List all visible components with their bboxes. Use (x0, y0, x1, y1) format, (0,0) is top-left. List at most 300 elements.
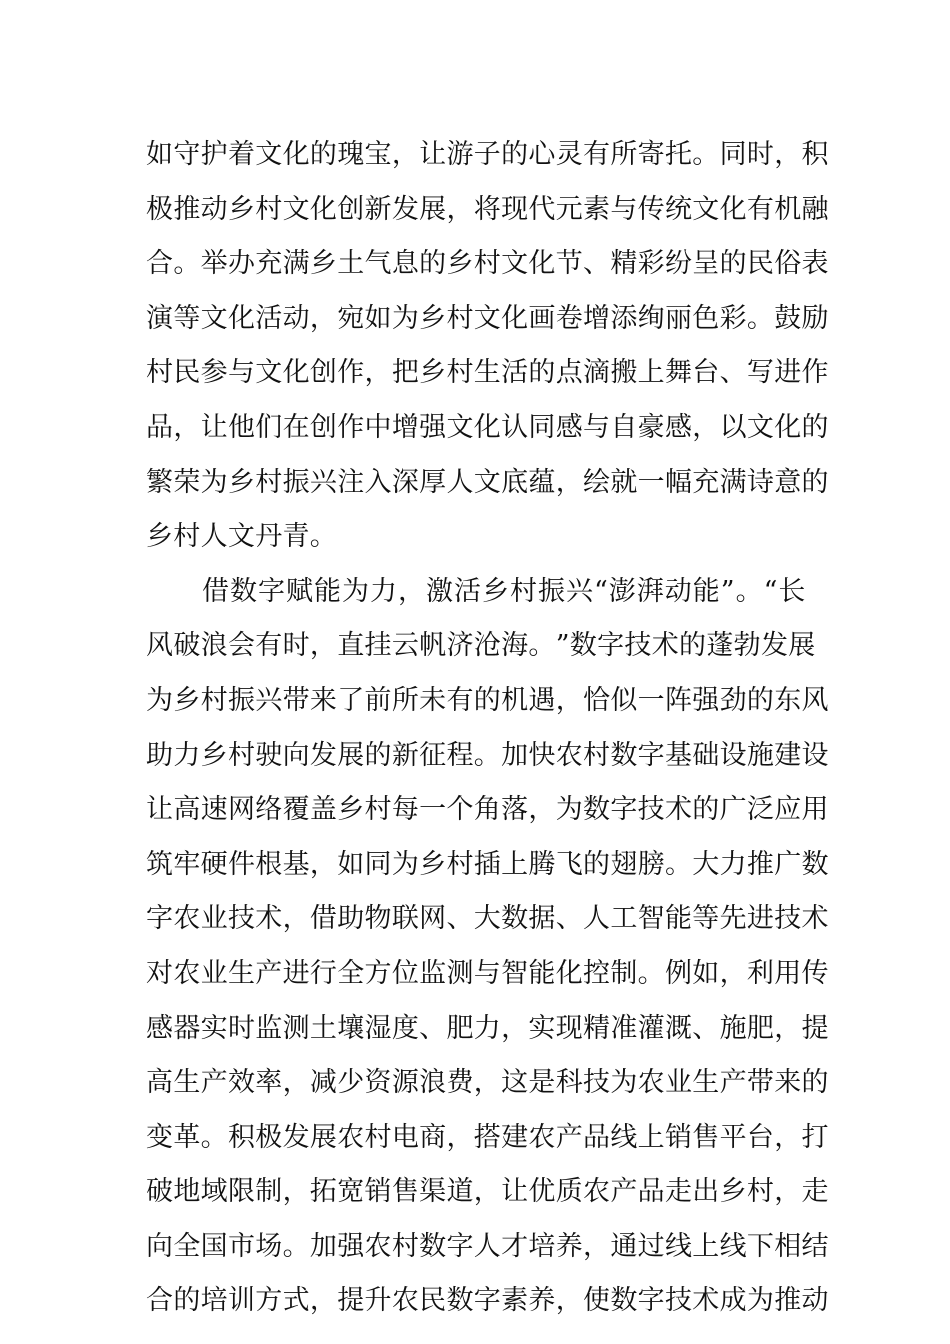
text-char: 破 (146, 1176, 174, 1208)
text-char: 度 (391, 1012, 420, 1044)
text-char: 测 (282, 1012, 310, 1044)
text-char: 牢 (173, 848, 201, 880)
text-char: 传 (637, 193, 665, 225)
text-char: 把 (391, 357, 420, 389)
text-char: 创 (337, 193, 365, 225)
text-char: 溉 (664, 1012, 693, 1044)
text-char: 数 (446, 1285, 474, 1317)
text-char: 入 (364, 466, 392, 498)
text-char: ， (719, 957, 747, 989)
text-char: 土 (337, 248, 365, 280)
text-char: 的 (692, 794, 720, 826)
text-char: 将 (473, 193, 502, 225)
text-char: 力 (473, 1012, 502, 1044)
text-char: 有 (446, 684, 474, 716)
text-char: 村 (255, 466, 283, 498)
text-char: 以 (719, 411, 747, 443)
text-char: 绚 (637, 302, 665, 334)
text-char: 活 (501, 357, 529, 389)
text-char: 振 (282, 466, 310, 498)
text-char: 同 (364, 848, 392, 880)
text-char: 出 (692, 1176, 720, 1208)
text-char: 数 (583, 794, 611, 826)
text-line (146, 401, 829, 456)
text-char: 同 (719, 139, 747, 170)
text-char: 数 (419, 1230, 447, 1262)
text-char: 素 (501, 1285, 529, 1317)
text-char: 沧 (473, 630, 502, 662)
text-char: 如 (364, 302, 392, 334)
text-char: ， (555, 466, 583, 498)
text-char: 产 (555, 1121, 583, 1153)
text-char: 率 (255, 1067, 283, 1099)
text-char: 动 (664, 575, 693, 607)
text-char: 发 (760, 630, 789, 662)
text-char: 进 (774, 357, 802, 389)
text-char: 产 (719, 1067, 747, 1099)
text-char: ， (309, 1285, 338, 1317)
text-char: 国 (200, 1230, 228, 1262)
text-char: 。 (473, 739, 502, 771)
text-char: 培 (528, 1230, 556, 1262)
text-char: 。 (746, 302, 775, 334)
text-char: 市 (227, 1230, 256, 1262)
text-char: 有 (583, 139, 611, 170)
text-char: 等 (692, 903, 720, 935)
text-char: 兴 (566, 575, 594, 607)
text-char: 商 (419, 1121, 447, 1153)
text-char: ， (774, 139, 802, 170)
text-char: 字 (446, 1230, 474, 1262)
text-char: 心 (528, 139, 556, 170)
text-char: 积 (801, 139, 829, 170)
text-char: 的 (719, 248, 747, 280)
text-char: 融 (801, 193, 829, 225)
document-body (146, 128, 829, 1329)
text-char: 革 (173, 1121, 201, 1153)
text-char: 过 (637, 1230, 665, 1262)
text-char: 走 (664, 1176, 693, 1208)
text-char: ， (692, 411, 720, 443)
text-char: 。 (173, 248, 201, 280)
text-char: 全 (173, 1230, 201, 1262)
text-char: 彩 (637, 248, 665, 280)
text-char: 文 (282, 193, 310, 225)
text-char: ， (473, 1176, 502, 1208)
text-char: 作 (801, 357, 829, 389)
text-char: 兴 (255, 684, 283, 716)
text-char: 施 (746, 739, 775, 771)
text-char: 生 (227, 957, 256, 989)
text-char: 进 (282, 957, 310, 989)
text-line (146, 346, 829, 401)
text-char: 通 (610, 1230, 638, 1262)
text-char: 感 (146, 1012, 174, 1044)
text-char: 注 (337, 466, 365, 498)
text-char: 翅 (610, 848, 638, 880)
text-char: 设 (801, 739, 829, 771)
text-char: 助 (337, 903, 365, 935)
text-char: 发 (282, 1121, 310, 1153)
text-char: 挂 (364, 630, 392, 662)
text-char: 助 (146, 739, 174, 771)
text-char: 高 (146, 1067, 174, 1099)
text-char: 着 (227, 139, 256, 170)
text-char: 机 (501, 684, 529, 716)
text-char: 费 (446, 1067, 474, 1099)
text-char: 激 (426, 575, 454, 607)
text-char: 厚 (419, 466, 447, 498)
paragraph-digital (146, 565, 829, 1329)
text-char: 为 (200, 466, 228, 498)
text-char: 强 (692, 684, 720, 716)
text-char: 售 (692, 1121, 720, 1153)
text-char: 时 (227, 1012, 256, 1044)
text-line (146, 838, 829, 893)
text-char: 气 (364, 248, 392, 280)
text-char: 筑 (146, 848, 174, 880)
text-char: ， (282, 1067, 310, 1099)
text-char: “ (763, 575, 778, 607)
text-char: 数 (501, 903, 529, 935)
text-char: 乡 (482, 575, 510, 607)
text-char: 极 (255, 1121, 283, 1153)
text-char: 肥 (746, 1012, 775, 1044)
text-char: 为 (610, 1067, 638, 1099)
text-char: 蓬 (706, 630, 734, 662)
text-char: 参 (200, 357, 228, 389)
text-char: 文 (446, 411, 474, 443)
text-char: 壤 (337, 1012, 365, 1044)
text-char: 升 (364, 1285, 392, 1317)
text-char: 监 (419, 957, 447, 989)
text-char: 绘 (583, 466, 611, 498)
text-char: 乡 (419, 848, 447, 880)
text-char: 是 (528, 1067, 556, 1099)
text-char: 线 (719, 1230, 747, 1262)
text-char: 品 (146, 411, 174, 443)
text-char: 硬 (200, 848, 228, 880)
text-char: 、 (583, 248, 611, 280)
text-line (146, 1111, 829, 1166)
text-char: 数 (610, 739, 638, 771)
text-line (146, 1274, 829, 1329)
text-char: 为 (146, 684, 174, 716)
text-char: 对 (146, 957, 174, 989)
text-line (146, 1165, 829, 1220)
text-char: 劲 (719, 684, 747, 716)
text-char: 向 (282, 739, 310, 771)
text-char: 村 (200, 684, 228, 716)
text-char: 动 (282, 302, 310, 334)
text-char: 广 (774, 848, 802, 880)
text-char: 用 (801, 794, 829, 826)
text-char: 、 (446, 903, 474, 935)
text-char: 们 (255, 411, 283, 443)
text-char: 的 (801, 1067, 829, 1099)
text-char: 实 (200, 1012, 228, 1044)
text-char: 乡 (446, 248, 474, 280)
text-char: 智 (501, 957, 529, 989)
text-char: 展 (309, 1121, 338, 1153)
text-char: 来 (774, 1067, 802, 1099)
text-char: 村 (446, 848, 474, 880)
text-char: 励 (801, 302, 829, 334)
text-char: 产 (610, 1176, 638, 1208)
text-char: 新 (391, 739, 420, 771)
text-char: 搬 (610, 357, 638, 389)
text-char: 个 (446, 794, 474, 826)
text-char: 减 (309, 1067, 338, 1099)
text-char: 与 (610, 193, 638, 225)
text-char: 数 (610, 1285, 638, 1317)
text-char: 新 (364, 193, 392, 225)
text-char: 线 (664, 1230, 693, 1262)
text-char: 走 (801, 1176, 829, 1208)
text-char: 演 (146, 302, 174, 334)
text-char: 征 (419, 739, 447, 771)
text-char: 充 (692, 466, 720, 498)
text-char: 乡 (309, 248, 338, 280)
text-char: 技 (664, 1285, 693, 1317)
text-char: 农 (364, 1230, 392, 1262)
text-char: ， (473, 1067, 502, 1099)
text-char: 彩 (719, 302, 747, 334)
text-char: 画 (528, 302, 556, 334)
text-char: “ (594, 575, 609, 607)
text-char: 灌 (637, 1012, 665, 1044)
text-char: 优 (528, 1176, 556, 1208)
text-char: 作 (337, 357, 365, 389)
text-char: 借 (202, 575, 230, 607)
text-char: 风 (146, 630, 174, 662)
text-char: 销 (664, 1121, 693, 1153)
text-char: 云 (391, 630, 420, 662)
text-char: 络 (255, 794, 283, 826)
text-char: 未 (419, 684, 447, 716)
text-char: 高 (173, 794, 201, 826)
text-char: 农 (173, 903, 201, 935)
text-char: 利 (746, 957, 775, 989)
text-char: 村 (746, 1176, 775, 1208)
text-char: 字 (637, 1285, 665, 1317)
text-line (146, 729, 829, 784)
text-char: 文 (692, 193, 720, 225)
text-char: 的 (801, 411, 829, 443)
text-char: 字 (610, 794, 638, 826)
text-char: 与 (473, 957, 502, 989)
text-char: 化 (719, 193, 747, 225)
text-char: 丽 (664, 302, 693, 334)
text-char: ” (720, 575, 735, 607)
text-char: 例 (664, 957, 693, 989)
text-char: 的 (419, 248, 447, 280)
text-char: ， (309, 630, 338, 662)
text-char: 自 (610, 411, 638, 443)
text-char: 卷 (555, 302, 583, 334)
text-char: 村 (510, 575, 538, 607)
text-char: 如 (692, 957, 720, 989)
text-char: ， (398, 575, 426, 607)
text-char: 制 (255, 1176, 283, 1208)
text-char: 人 (446, 466, 474, 498)
text-char: 打 (801, 1121, 829, 1153)
text-char: 带 (282, 684, 310, 716)
text-char: 乡 (227, 466, 256, 498)
text-char: 守 (173, 139, 201, 170)
text-char: 进 (746, 903, 775, 935)
text-char: 。 (664, 848, 693, 880)
text-char: 表 (801, 248, 829, 280)
text-char: 这 (501, 1067, 529, 1099)
text-char: 有 (255, 630, 283, 662)
text-line (146, 183, 829, 238)
text-char: 让 (146, 794, 174, 826)
text-char: 测 (446, 957, 474, 989)
text-char: 的 (473, 684, 502, 716)
text-char: 湿 (364, 1012, 392, 1044)
text-char: 一 (637, 466, 665, 498)
text-char: 有 (746, 193, 775, 225)
text-char: 产 (255, 957, 283, 989)
text-char: 域 (200, 1176, 228, 1208)
text-char: 中 (364, 411, 392, 443)
text-char: 合 (146, 1285, 174, 1317)
text-char: 与 (227, 357, 256, 389)
text-char: 上 (637, 1121, 665, 1153)
text-char: 效 (227, 1067, 256, 1099)
text-char: 寄 (637, 139, 665, 170)
text-char: 展 (788, 630, 816, 662)
text-char: 点 (555, 357, 583, 389)
text-char: 举 (200, 248, 228, 280)
text-char: 的 (309, 139, 338, 170)
text-char: 土 (309, 1012, 338, 1044)
text-char: 渠 (419, 1176, 447, 1208)
text-char: 术 (651, 630, 680, 662)
text-char: 线 (610, 1121, 638, 1153)
text-char: 乡 (173, 684, 201, 716)
text-char: 息 (391, 248, 420, 280)
text-char: 业 (200, 903, 228, 935)
text-char: 品 (637, 1176, 665, 1208)
text-char: 豪 (637, 411, 665, 443)
text-char: 带 (746, 1067, 775, 1099)
text-char: 直 (337, 630, 365, 662)
text-char: 时 (282, 630, 310, 662)
text-char: 。 (200, 1121, 228, 1153)
text-char: 蕴 (528, 466, 556, 498)
text-char: 字 (146, 903, 174, 935)
text-char: 据 (528, 903, 556, 935)
text-char: 农 (528, 1121, 556, 1153)
text-char: 力 (173, 739, 201, 771)
text-char: 一 (637, 684, 665, 716)
text-char: 繁 (146, 466, 174, 498)
text-char: 帆 (419, 630, 447, 662)
text-char: 强 (337, 1230, 365, 1262)
text-char: 长 (778, 575, 806, 607)
text-char: 乡 (227, 193, 256, 225)
text-char: 销 (364, 1176, 392, 1208)
text-char: 术 (255, 903, 283, 935)
text-char: 变 (146, 1121, 174, 1153)
text-char: 能 (528, 957, 556, 989)
text-char: 方 (255, 1285, 283, 1317)
text-char: 建 (501, 1121, 529, 1153)
text-char: 驶 (255, 739, 283, 771)
text-char: 字 (597, 630, 625, 662)
text-char: 方 (364, 957, 392, 989)
text-char: 道 (446, 1176, 474, 1208)
text-char: 代 (528, 193, 556, 225)
text-char: 养 (528, 1285, 556, 1317)
text-char: 能 (664, 903, 693, 935)
text-char: 质 (555, 1176, 583, 1208)
text-char: 础 (692, 739, 720, 771)
text-char: 乡 (200, 739, 228, 771)
text-char: 同 (528, 411, 556, 443)
text-char: 技 (624, 630, 652, 662)
text-char: 的 (501, 139, 529, 170)
text-char: 文 (501, 248, 529, 280)
text-char: 文 (473, 302, 502, 334)
text-char: 增 (583, 302, 611, 334)
text-char: 。 (528, 630, 556, 662)
text-char: 器 (173, 1012, 201, 1044)
text-char: 肥 (446, 1012, 474, 1044)
text-char: ， (364, 357, 392, 389)
text-char: 能 (314, 575, 342, 607)
text-char: 上 (692, 1230, 720, 1262)
text-char: 才 (501, 1230, 529, 1262)
text-char: 为 (391, 848, 420, 880)
text-char: 宽 (337, 1176, 365, 1208)
text-line (146, 237, 829, 292)
text-char: 覆 (282, 794, 310, 826)
text-char: 台 (746, 1121, 775, 1153)
text-char: 宛 (337, 302, 365, 334)
text-char: 合 (146, 248, 174, 280)
text-char: 极 (146, 193, 174, 225)
text-char: 意 (774, 466, 802, 498)
text-char: 泛 (746, 794, 775, 826)
text-char: 施 (719, 1012, 747, 1044)
text-char: 力 (719, 848, 747, 880)
text-char: 充 (255, 248, 283, 280)
text-char: 的 (801, 466, 829, 498)
text-line (146, 947, 829, 1002)
text-char: 活 (255, 302, 283, 334)
text-char: 生 (692, 1067, 720, 1099)
text-char: 术 (692, 1285, 720, 1317)
text-char: 浪 (200, 630, 228, 662)
text-char: 村 (364, 1121, 392, 1153)
text-char: 大 (473, 903, 502, 935)
text-char: 如 (146, 139, 174, 170)
text-char: 遇 (528, 684, 556, 716)
text-char: 振 (227, 684, 256, 716)
text-char: 发 (391, 193, 420, 225)
text-char: 舞 (664, 357, 693, 389)
text-char: 为 (555, 794, 583, 826)
text-char: 文 (255, 139, 283, 170)
text-char: 村 (227, 739, 256, 771)
text-char: 他 (227, 411, 256, 443)
text-char: 文 (473, 466, 502, 498)
text-line-last: 乡村人文丹青。 (146, 521, 338, 553)
text-char: ， (528, 794, 556, 826)
